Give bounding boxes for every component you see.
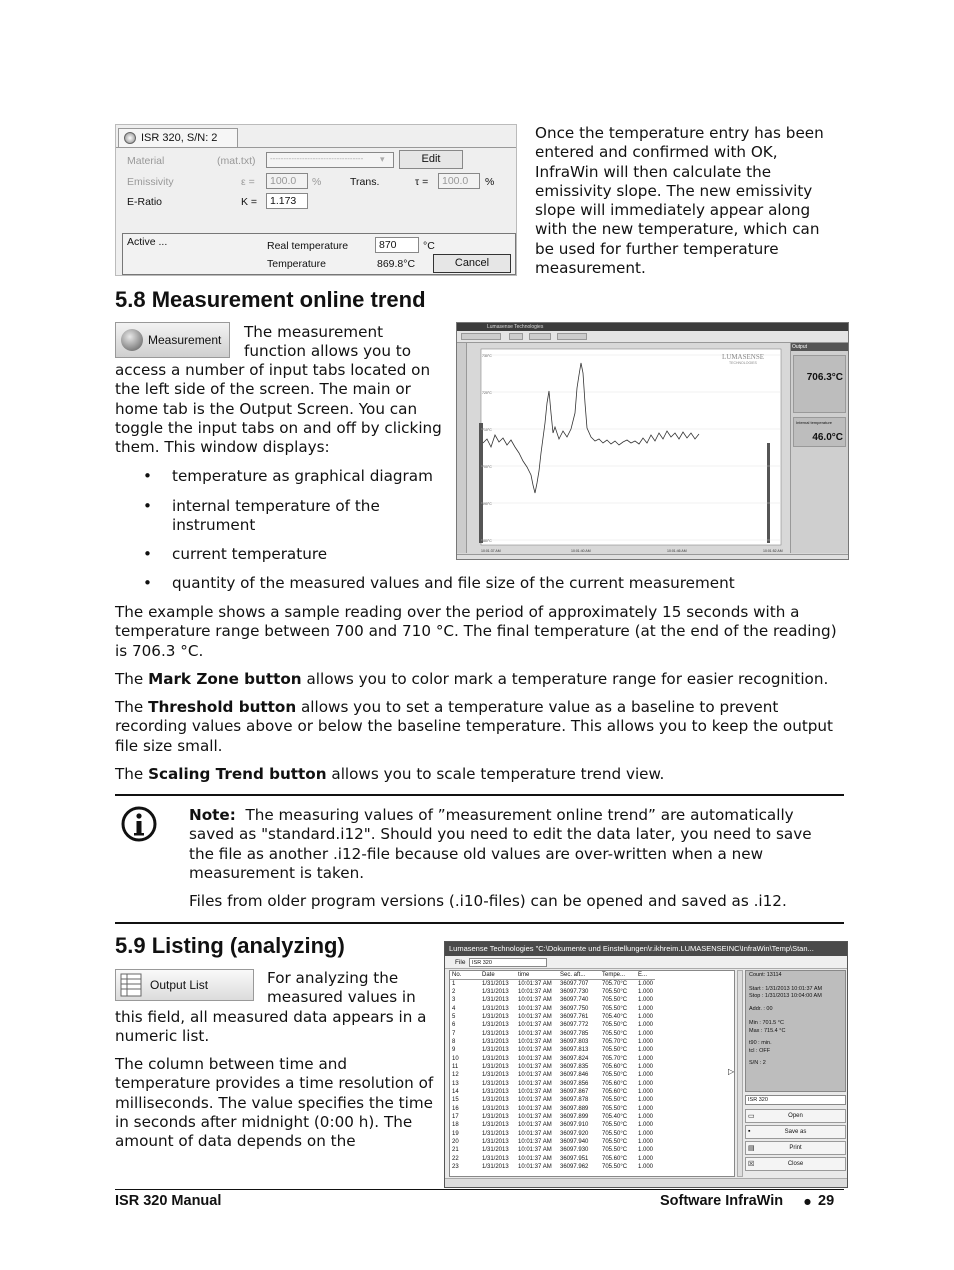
table-cell: 36097.803 — [560, 1038, 589, 1045]
close-icon: ☒ — [748, 1161, 755, 1168]
threshold-paragraph: The Threshold button allows you to set a temperature value as a baseline to prevent recording values above or below the baseline temperature. This allows you to keep the output file size small. — [115, 698, 833, 755]
folder-icon: ▭ — [748, 1113, 755, 1120]
table-cell: 705.50°C — [602, 1122, 628, 1129]
listing-menubar — [445, 956, 847, 969]
table-cell: 36097.867 — [560, 1088, 589, 1095]
table-cell: 17 — [452, 1114, 459, 1121]
column-header[interactable]: Sec. aft... — [558, 971, 600, 979]
table-cell: 705.50°C — [602, 1139, 628, 1146]
input-tabs-strip[interactable] — [457, 343, 467, 553]
table-row[interactable] — [450, 1071, 655, 1079]
save-icon: ▪ — [748, 1128, 751, 1135]
measurement-button-label: Measurement — [148, 333, 222, 347]
internal-temp-value: 46.0°C — [812, 432, 843, 443]
lumasense-logo: LUMASENSE — [722, 353, 765, 361]
table-cell: 36097.813 — [560, 1047, 589, 1054]
table-cell: 1/31/2013 — [482, 1038, 509, 1045]
table-cell: 10:01:37 AM — [518, 988, 552, 995]
epsilon-symbol: ε = — [241, 176, 255, 188]
output-panel — [790, 343, 848, 553]
table-cell: 10:01:37 AM — [518, 1038, 552, 1045]
table-row[interactable] — [450, 979, 655, 987]
table-row[interactable] — [450, 1004, 655, 1012]
real-temp-unit: °C — [423, 240, 435, 252]
material-select[interactable]: ----------------------------------- — [266, 152, 394, 168]
table-cell: 36097.824 — [560, 1055, 589, 1062]
x-tick-label: 10:01:46 AM — [667, 549, 687, 553]
table-cell: 9 — [452, 1047, 456, 1054]
table-cell: 18 — [452, 1122, 459, 1129]
table-row[interactable] — [450, 1013, 655, 1021]
footer-bullet: ● — [804, 1197, 811, 1206]
list-grid-icon — [120, 973, 142, 997]
table-cell: 2 — [452, 988, 456, 995]
table-cell: 36097.835 — [560, 1063, 589, 1070]
section-58-para-first: The measurement function allows you to — [244, 323, 412, 361]
table-cell: 19 — [452, 1130, 459, 1137]
table-cell: 20 — [452, 1139, 459, 1146]
table-row[interactable] — [450, 1038, 655, 1046]
table-cell: 705.70°C — [602, 1055, 628, 1062]
section-59-heading: 5.9 Listing (analyzing) — [115, 933, 345, 958]
table-cell: 36097.750 — [560, 1005, 589, 1012]
table-cell: 1/31/2013 — [482, 1105, 509, 1112]
page-number: 29 — [818, 1193, 835, 1209]
material-value: (mat.txt) — [217, 155, 256, 167]
y-tick-label: 720°C — [482, 391, 492, 395]
x-tick-label: 10:01:40 AM — [571, 549, 591, 553]
table-cell: 705.50°C — [602, 988, 628, 995]
listing-statusbar — [445, 1178, 847, 1187]
table-row[interactable] — [450, 1029, 655, 1037]
real-temp-input[interactable]: 870 — [375, 237, 419, 253]
trend-window-screenshot — [456, 322, 849, 560]
note-top-rule — [115, 794, 844, 796]
left-scale-marker — [479, 423, 483, 543]
table-row[interactable] — [450, 1105, 655, 1113]
trans-label: Trans. — [350, 176, 380, 188]
y-tick-label: 710°C — [482, 428, 492, 432]
table-cell: 10:01:37 AM — [518, 1022, 552, 1029]
table-cell: 705.50°C — [602, 1097, 628, 1104]
table-cell: 1/31/2013 — [482, 1013, 509, 1020]
table-cell: 16 — [452, 1105, 459, 1112]
table-cell: 36097.889 — [560, 1105, 589, 1112]
table-cell: 12 — [452, 1072, 459, 1079]
table-cell: 705.50°C — [602, 1030, 628, 1037]
table-cell: 6 — [452, 1022, 456, 1029]
table-cell: 10:01:37 AM — [518, 1013, 552, 1020]
trend-titlebar: Lumasense Technologies — [457, 323, 848, 331]
table-cell: 10:01:37 AM — [518, 1080, 552, 1087]
column-header[interactable]: time — [516, 971, 558, 979]
note-label: Note: — [189, 806, 236, 824]
resize-handle-icon[interactable]: ▷ — [728, 1067, 735, 1076]
table-cell: 705.50°C — [602, 1164, 628, 1171]
tau-unit: % — [485, 176, 495, 188]
stat-start: Start : 1/31/2013 10:01:37 AM — [749, 985, 823, 992]
active-label: Active ... — [127, 236, 168, 248]
stat-tcl: tcl : OFF — [749, 1047, 771, 1054]
scaling-paragraph: The Scaling Trend button allows you to scale temperature trend view. — [115, 765, 665, 783]
temperature-value: 869.8°C — [377, 258, 416, 270]
section-59-para-2: The column between time and temperature provides a time resolution of milliseconds. The value specifies the time in seconds after midnight (0:00 h). The amount of data depends on the — [115, 1055, 434, 1151]
table-cell: 36097.962 — [560, 1164, 589, 1171]
markzone-paragraph: The Mark Zone button allows you to color mark a temperature range for easier recognition. — [115, 670, 829, 688]
y-tick-label: 690°C — [482, 502, 492, 506]
table-cell: 1.000 — [638, 1022, 654, 1029]
threshold-bold: Threshold button — [148, 698, 297, 716]
table-row[interactable] — [450, 1079, 655, 1087]
table-row[interactable] — [450, 1121, 655, 1129]
table-cell: 36097.910 — [560, 1122, 589, 1129]
table-row[interactable] — [450, 1046, 655, 1054]
table-cell: 1/31/2013 — [482, 1130, 509, 1137]
table-cell: 1/31/2013 — [482, 1030, 509, 1037]
table-cell: 36097.930 — [560, 1147, 589, 1154]
stat-max: Max : 715.4 °C — [749, 1027, 786, 1034]
table-cell: 36097.951 — [560, 1155, 589, 1162]
table-cell: 23 — [452, 1164, 459, 1171]
device-tab-label: ISR 320, S/N: 2 — [141, 132, 218, 144]
table-cell: 1.000 — [638, 1122, 654, 1129]
table-cell: 705.50°C — [602, 1047, 628, 1054]
trend-toolbar — [457, 331, 848, 343]
scaling-bold: Scaling Trend button — [148, 765, 327, 783]
table-cell: 1.000 — [638, 1164, 654, 1171]
k-symbol: K = — [241, 196, 258, 208]
file-menu[interactable]: File — [455, 959, 466, 966]
table-cell: 10:01:37 AM — [518, 1122, 552, 1129]
table-cell: 1.000 — [638, 1105, 654, 1112]
table-cell: 1/31/2013 — [482, 1097, 509, 1104]
current-temp-box — [793, 355, 846, 413]
eratio-label: E-Ratio — [127, 196, 163, 208]
table-cell: 8 — [452, 1038, 456, 1045]
intro-paragraph: Once the temperature entry has been entered and confirmed with OK, InfraWin will then calculate the emissivity slope. The new emissivity slope will immediately appear along with the new temperature, which can be used for further temperature measurement. — [535, 124, 824, 278]
table-row[interactable] — [450, 1113, 655, 1121]
trend-statusbar — [457, 554, 848, 560]
section-58-para-rest: access a number of input tabs located on the left side of the screen. The main or home tab is the Output Screen. You can toggle the input tabs on and off by clicking them. This window displays: — [115, 361, 442, 457]
table-cell: 36097.740 — [560, 997, 589, 1004]
table-cell: 1/31/2013 — [482, 1147, 509, 1154]
table-cell: 10:01:37 AM — [518, 997, 552, 1004]
table-cell: 10 — [452, 1055, 459, 1062]
toolbar-button[interactable] — [557, 333, 587, 340]
table-cell: 13 — [452, 1080, 459, 1087]
table-cell: 10:01:37 AM — [518, 1088, 552, 1095]
output-list-button-label: Output List — [150, 978, 209, 992]
device-select[interactable]: ISR 320 — [469, 958, 547, 967]
chevron-down-icon[interactable]: ▾ — [380, 154, 385, 164]
table-cell: 1.000 — [638, 997, 654, 1004]
table-cell: 705.50°C — [602, 1147, 628, 1154]
device-tab-icon — [124, 132, 136, 144]
stat-addr: Addr. : 00 — [749, 1005, 773, 1012]
edit-button[interactable]: Edit — [399, 150, 463, 169]
table-cell: 1/31/2013 — [482, 1139, 509, 1146]
table-cell: 1.000 — [638, 1114, 654, 1121]
table-cell: 10:01:37 AM — [518, 1155, 552, 1162]
table-cell: 15 — [452, 1097, 459, 1104]
table-cell: 705.50°C — [602, 1072, 628, 1079]
table-cell: 10:01:37 AM — [518, 1030, 552, 1037]
table-cell: 1.000 — [638, 1013, 654, 1020]
table-cell: 11 — [452, 1063, 459, 1070]
internal-temp-box — [793, 417, 846, 447]
table-cell: 1.000 — [638, 980, 654, 987]
footer-manual-title: ISR 320 Manual — [115, 1193, 222, 1209]
listing-window-screenshot — [444, 941, 848, 1188]
table-cell: 1.000 — [638, 1072, 654, 1079]
table-cell: 1/31/2013 — [482, 1072, 509, 1079]
column-header[interactable]: Date — [480, 971, 516, 979]
data-table-panel — [449, 970, 735, 1177]
table-cell: 10:01:37 AM — [518, 1139, 552, 1146]
table-cell: 10:01:37 AM — [518, 1164, 552, 1171]
table-cell: 1.000 — [638, 1063, 654, 1070]
section-59-para-first: For analyzing the measured values in — [267, 969, 416, 1007]
table-cell: 21 — [452, 1147, 459, 1154]
toolbar-button[interactable] — [461, 333, 501, 340]
table-cell: 705.60°C — [602, 1080, 628, 1087]
print-button[interactable]: ▤ Print — [745, 1141, 846, 1155]
toolbar-button[interactable] — [529, 333, 551, 340]
calibration-dialog-screenshot — [115, 124, 517, 276]
table-cell: 1 — [452, 980, 456, 987]
note-paragraph-2: Files from older program versions (.i10-files) can be opened and saved as .i12. — [189, 892, 787, 910]
x-tick-label: 10:01:52 AM — [763, 549, 783, 553]
note-paragraph: Note: The measuring values of ”measurement online trend” are automatically saved as "standard.i12". Should you need to edit the data later, you need to save the file as another .i12-file because old values are over-written when a new measurement is taken. — [189, 806, 812, 882]
table-cell: 10:01:37 AM — [518, 1005, 552, 1012]
column-header[interactable]: Tempe... — [600, 971, 636, 979]
table-cell: 1.000 — [638, 1055, 654, 1062]
tau-symbol: τ = — [415, 176, 429, 188]
table-cell: 705.50°C — [602, 1005, 628, 1012]
table-cell: 10:01:37 AM — [518, 980, 552, 987]
table-scrollbar[interactable] — [737, 970, 743, 1177]
table-row[interactable] — [450, 1021, 655, 1029]
section-59-para-rest: this field, all measured data appears in a numeric list. — [115, 1008, 427, 1046]
x-tick-label: 10:01:37 AM — [481, 549, 501, 553]
cancel-button[interactable]: Cancel — [433, 254, 511, 273]
table-row[interactable] — [450, 1054, 655, 1062]
lumasense-logo-sub: TECHNOLOGIES — [729, 361, 757, 365]
device-tab[interactable] — [118, 128, 238, 148]
table-cell: 36097.920 — [560, 1130, 589, 1137]
table-cell: 1.000 — [638, 1130, 654, 1137]
real-temp-label: Real temperature — [267, 240, 349, 252]
table-row[interactable] — [450, 1096, 655, 1104]
table-cell: 705.50°C — [602, 1130, 628, 1137]
table-cell: 36097.730 — [560, 988, 589, 995]
table-cell: 14 — [452, 1088, 459, 1095]
printer-icon: ▤ — [748, 1145, 755, 1152]
column-header[interactable]: No. — [450, 971, 480, 979]
table-cell: 36097.878 — [560, 1097, 589, 1104]
table-cell: 705.50°C — [602, 997, 628, 1004]
table-cell: 10:01:37 AM — [518, 1130, 552, 1137]
table-cell: 1.000 — [638, 1047, 654, 1054]
material-label: Material — [127, 155, 165, 167]
table-cell: 1/31/2013 — [482, 988, 509, 995]
right-scale-marker — [767, 443, 770, 543]
emissivity-label: Emissivity — [127, 176, 174, 188]
table-cell: 705.60°C — [602, 1063, 628, 1070]
toolbar-button[interactable] — [509, 333, 523, 340]
footer-rule — [115, 1189, 844, 1190]
stat-sn: S/N : 2 — [749, 1060, 766, 1066]
table-cell: 705.50°C — [602, 1022, 628, 1029]
table-row[interactable] — [450, 1163, 655, 1171]
tab-divider — [116, 147, 516, 148]
table-cell: 10:01:37 AM — [518, 1097, 552, 1104]
table-row[interactable] — [450, 1146, 655, 1154]
table-cell: 1/31/2013 — [482, 1063, 509, 1070]
stats-panel — [745, 970, 846, 1092]
table-cell: 22 — [452, 1155, 459, 1162]
stat-stop: Stop : 1/31/2013 10:04:00 AM — [749, 993, 822, 999]
table-cell: 705.60°C — [602, 1155, 628, 1162]
table-cell: 36097.940 — [560, 1139, 589, 1146]
table-cell: 36097.785 — [560, 1030, 589, 1037]
table-cell: 1/31/2013 — [482, 980, 509, 987]
trend-chart — [467, 343, 792, 555]
measurement-button[interactable] — [115, 322, 230, 358]
section-58-heading: 5.8 Measurement online trend — [115, 287, 426, 312]
note-bottom-rule — [115, 922, 844, 924]
output-panel-header: Output — [791, 343, 848, 351]
stat-count: Count: 13114 — [749, 972, 782, 978]
table-cell: 1/31/2013 — [482, 1088, 509, 1095]
table-cell: 1/31/2013 — [482, 997, 509, 1004]
tau-input[interactable]: 100.0 — [438, 173, 480, 189]
table-cell: 1/31/2013 — [482, 1114, 509, 1121]
table-cell: 1.000 — [638, 1005, 654, 1012]
output-list-button[interactable] — [115, 969, 254, 1001]
table-cell: 1/31/2013 — [482, 1080, 509, 1087]
table-row[interactable] — [450, 996, 655, 1004]
table-cell: 5 — [452, 1013, 456, 1020]
table-cell: 1/31/2013 — [482, 1055, 509, 1062]
table-cell: 36097.846 — [560, 1072, 589, 1079]
table-row[interactable] — [450, 1138, 655, 1146]
table-cell: 10:01:37 AM — [518, 1147, 552, 1154]
y-tick-label: 730°C — [482, 354, 492, 358]
table-cell: 10:01:37 AM — [518, 1105, 552, 1112]
table-cell: 1.000 — [638, 1030, 654, 1037]
table-row[interactable] — [450, 1155, 655, 1163]
epsilon-input[interactable]: 100.0 — [266, 173, 308, 189]
active-panel — [122, 233, 516, 275]
table-row[interactable] — [450, 1063, 655, 1071]
y-tick-label: 700°C — [482, 465, 492, 469]
stat-min: Min : 701.5 °C — [749, 1020, 784, 1026]
table-cell: 36097.707 — [560, 980, 589, 987]
table-cell: 1/31/2013 — [482, 1164, 509, 1171]
table-cell: 36097.772 — [560, 1022, 589, 1029]
measurement-icon — [121, 329, 143, 351]
table-cell: 1.000 — [638, 1038, 654, 1045]
table-cell: 1.000 — [638, 1088, 654, 1095]
table-cell: 10:01:37 AM — [518, 1072, 552, 1079]
table-cell: 36097.761 — [560, 1013, 589, 1020]
table-cell: 705.50°C — [602, 1105, 628, 1112]
save-as-button[interactable]: ▪ Save as — [745, 1125, 846, 1139]
table-cell: 10:01:37 AM — [518, 1063, 552, 1070]
close-button[interactable]: ☒ Close — [745, 1157, 846, 1171]
info-icon — [120, 805, 158, 843]
table-cell: 1.000 — [638, 988, 654, 995]
y-tick-label: 680°C — [482, 539, 492, 543]
table-cell: 1.000 — [638, 1155, 654, 1162]
table-cell: 10:01:37 AM — [518, 1055, 552, 1062]
table-cell: 10:01:37 AM — [518, 1047, 552, 1054]
table-cell: 36097.856 — [560, 1080, 589, 1087]
data-table — [450, 971, 655, 1171]
table-cell: 1/31/2013 — [482, 1022, 509, 1029]
table-cell: 1.000 — [638, 1080, 654, 1087]
table-cell: 705.40°C — [602, 1013, 628, 1020]
temperature-label: Temperature — [267, 258, 326, 270]
table-cell: 3 — [452, 997, 456, 1004]
stat-t90: t90 : min. — [749, 1040, 772, 1046]
open-button[interactable]: ▭ Open — [745, 1109, 846, 1123]
device-select-2[interactable]: ISR 320 — [745, 1095, 846, 1105]
table-cell: 1.000 — [638, 1147, 654, 1154]
table-cell: 705.60°C — [602, 1088, 628, 1095]
table-cell: 1/31/2013 — [482, 1155, 509, 1162]
example-paragraph: The example shows a sample reading over the period of approximately 15 seconds with a temperature range between 700 and 710 °C. The final temperature (at the end of the reading) is 706.3 °C. — [115, 603, 837, 660]
table-cell: 705.40°C — [602, 1114, 628, 1121]
table-cell: 1/31/2013 — [482, 1005, 509, 1012]
markzone-bold: Mark Zone button — [148, 670, 302, 688]
table-cell: 4 — [452, 1005, 456, 1012]
table-cell: 36097.899 — [560, 1114, 589, 1121]
table-cell: 1.000 — [638, 1097, 654, 1104]
table-cell: 10:01:37 AM — [518, 1114, 552, 1121]
table-cell: 1/31/2013 — [482, 1047, 509, 1054]
footer-software-title: Software InfraWin — [660, 1193, 784, 1209]
table-row[interactable] — [450, 988, 655, 996]
table-cell: 7 — [452, 1030, 456, 1037]
table-cell: 705.70°C — [602, 980, 628, 987]
epsilon-unit: % — [312, 176, 322, 188]
table-cell: 705.70°C — [602, 1038, 628, 1045]
table-cell: 1/31/2013 — [482, 1122, 509, 1129]
table-row[interactable] — [450, 1088, 655, 1096]
table-row[interactable] — [450, 1130, 655, 1138]
listing-titlebar: Lumasense Technologies "C:\Dokumente und Einstellungen\r.ikhreim.LUMASENSEINC\InfraWin\Temp\Stan... — [445, 942, 847, 956]
k-input[interactable]: 1.173 — [266, 193, 308, 209]
table-cell: 1.000 — [638, 1139, 654, 1146]
column-header[interactable]: E... — [636, 971, 655, 979]
current-temp-value: 706.3°C — [806, 372, 843, 383]
internal-temp-label: Internal temperature — [796, 420, 833, 425]
